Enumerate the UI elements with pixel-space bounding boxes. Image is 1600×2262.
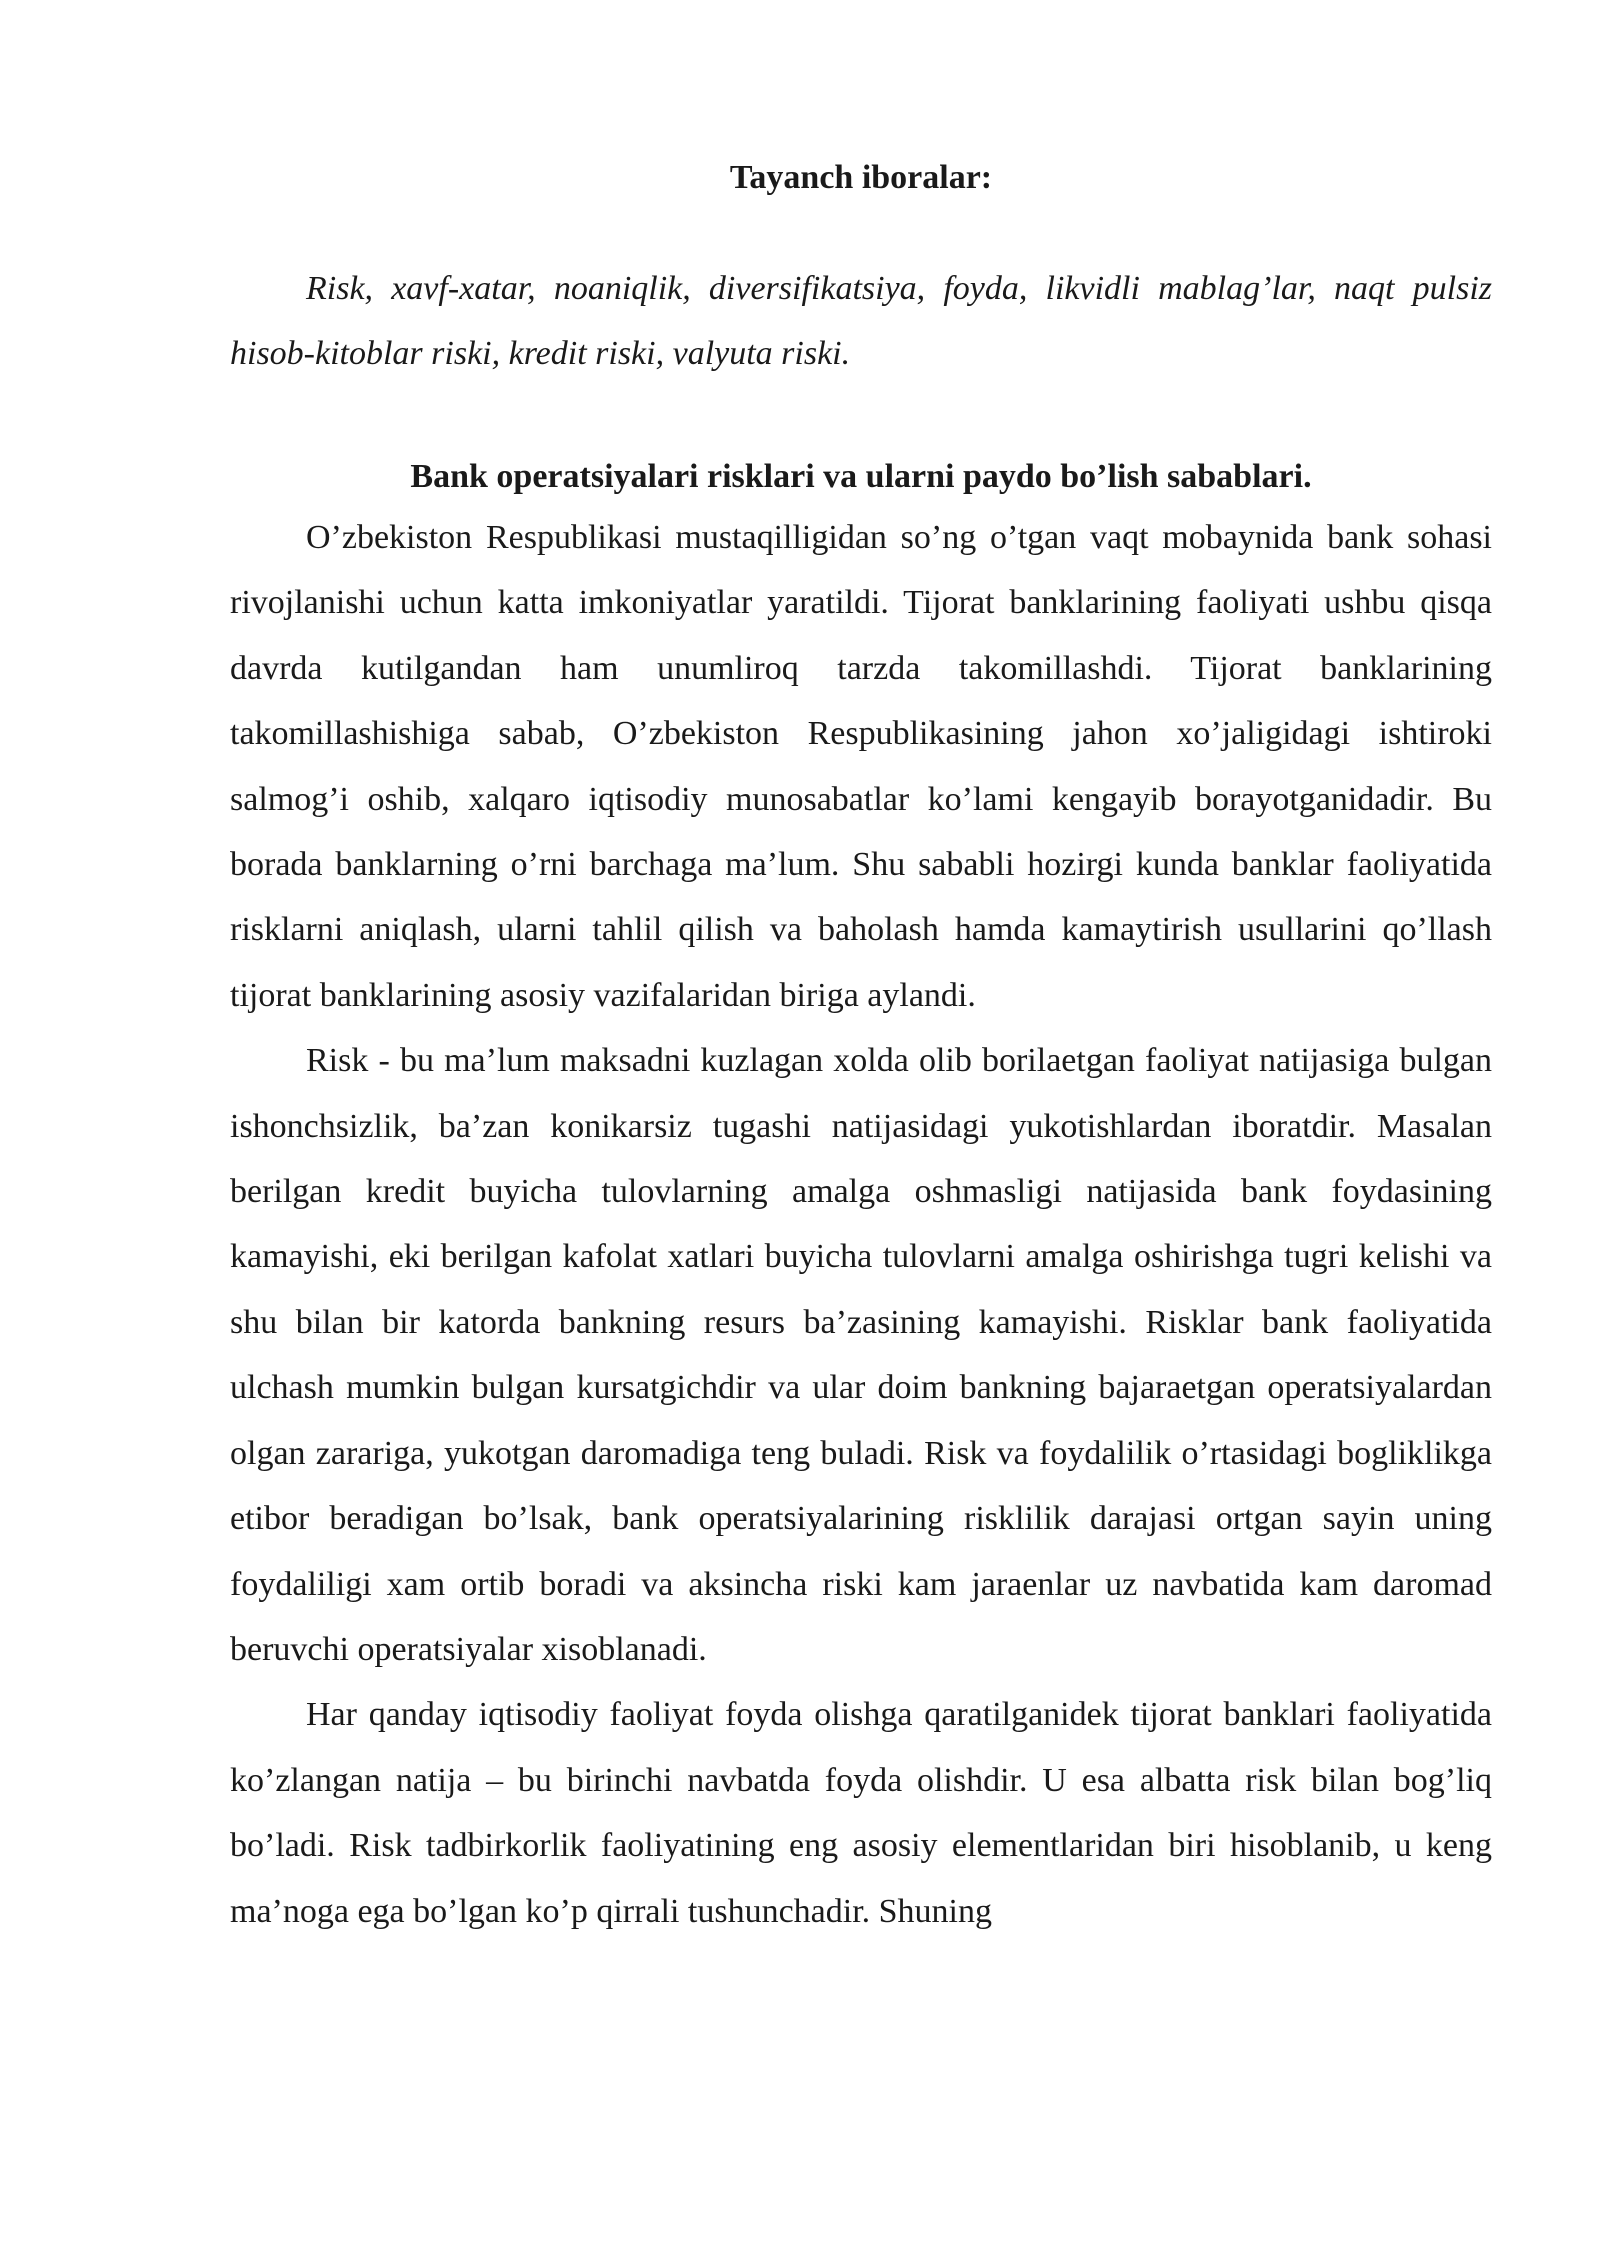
keywords-title: Tayanch iboralar: <box>729 159 993 196</box>
body-paragraph: Har qanday iqtisodiy faoliyat foyda olishga qaratilganidek tijorat banklari faoliyatida ko’zlangan natija – bu birinchi navbatda foyda olishdir. U esa albatta risk bilan bog’liq bo’ladi. Risk tadbirkorlik faoliyatining eng asosiy elementlaridan biri hisoblanib, u keng ma’noga ega bo’lgan ko’p qirrali tushunchadir. Shuning <box>230 1696 1492 1930</box>
body-paragraph: Risk - bu ma’lum maksadni kuzlagan xolda olib borilaetgan faoliyat natijasiga bulgan ishonchsizlik, ba’zan konikarsiz tugashi natijasidagi yukotishlardan iboratdir. Masalan berilgan kredit buyicha tulovlarning amalga oshmasligi natijasida bank foydasining kamayishi, eki berilgan kafolat xatlari buyicha tulovlarni amalga oshirishga tugri kelishi va shu bilan bir katorda bankning resurs ba’zasining kamayishi. Risklar bank faoliyatida ulchash mumkin bulgan kursatgichdir va ular doim bankning bajaraetgan operatsiyalardan olgan zarariga, yukotgan daromadiga teng buladi. Risk va foydalilik o’rtasidagi bogliklikga etibor beradigan bo’lsak, bank operatsiyalarining risklilik darajasi ortgan sayin uning foydaliligi xam ortib boradi va aksincha riski kam jaraenlar uz navbatida kam daromad beruvchi operatsiyalar xisoblanadi. <box>230 1042 1492 1668</box>
section-heading: Bank operatsiyalari risklari va ularni paydo bo’lish sabablari. <box>410 458 1312 495</box>
body-paragraph: O’zbekiston Respublikasi mustaqilligidan so’ng o’tgan vaqt mobaynida bank sohasi rivojlanishi uchun katta imkoniyatlar yaratildi. Tijorat banklarining faoliyati ushbu qisqa davrda kutilgandan ham unumliroq tarzda takomillashdi. Tijorat banklarining takomillashishiga sabab, O’zbekiston Respublikasining jahon xo’jaligidagi ishtiroki salmog’i oshib, xalqaro iqtisodiy munosabatlar ko’lami kengayib borayotganidadir. Bu borada banklarning o’rni barchaga ma’lum. Shu sababli hozirgi kunda banklar faoliyatida risklarni aniqlash, ularni tahlil qilish va baholash hamda kamaytirish usullarini qo’llash tijorat banklarining asosiy vazifalaridan biriga aylandi. <box>230 519 1492 1014</box>
keywords-text: Risk, xavf-xatar, noaniqlik, diversifikatsiya, foyda, likvidli mablag’lar, naqt pulsiz hisob-kitoblar riski, kredit riski, valyuta riski. <box>230 270 1492 372</box>
document-page <box>230 150 1492 1944</box>
